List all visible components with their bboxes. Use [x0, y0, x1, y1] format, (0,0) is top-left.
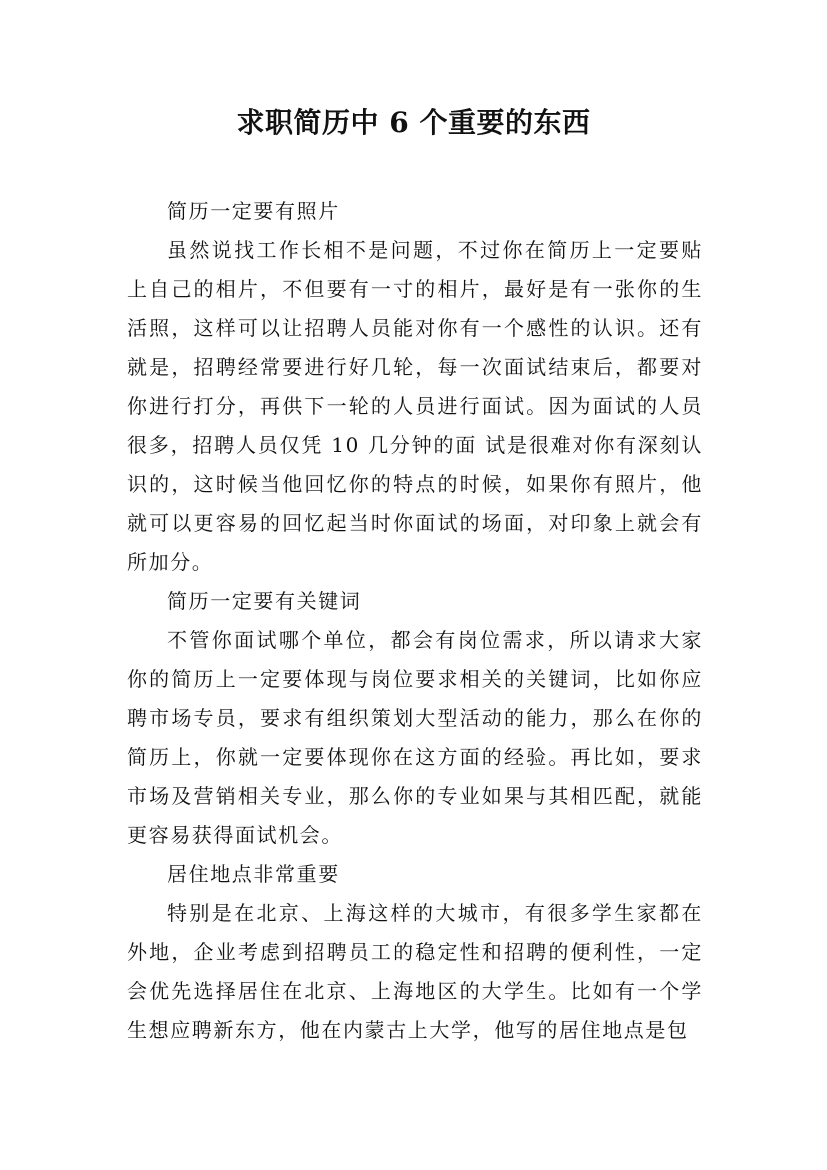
- document-body: [127, 192, 703, 1050]
- document-title: 求职简历中 6 个重要的东西: [236, 106, 591, 139]
- section-paragraph: 虽然说找工作长相不是问题，不过你在简历上一定要贴上自己的相片，不但要有一寸的相片，最好是有一张你的生活照，这样可以让招聘人员能对你有一个感性的认识。还有就是，招聘经常要进行好几轮，每一次面试结束后，都要对你进行打分，再供下一轮的人员进行面试。因为面试的人员很多，招聘人员仅凭 10 几分钟的面 试是很难对你有深刻认识的，这时候当他回忆你的特点的时候，如果你有照片，他就可以更容易的回忆起当时你面试的场面，对印象上就会有所加分。: [127, 238, 703, 574]
- section-keywords: [127, 582, 703, 855]
- section-paragraph: 不管你面试哪个单位，都会有岗位需求，所以请求大家你的简历上一定要体现与岗位要求相关的关键词，比如你应聘市场专员，要求有组织策划大型活动的能力，那么在你的简历上，你就一定要体现你在这方面的经验。再比如，要求市场及营销相关专业，那么你的专业如果与其相匹配，就能更容易获得面试机会。: [127, 628, 703, 847]
- section-heading: 简历一定要有关键词: [167, 589, 362, 613]
- section-heading: 居住地点非常重要: [167, 862, 340, 886]
- section-paragraph: 特别是在北京、上海这样的大城市，有很多学生家都在外地，企业考虑到招聘员工的稳定性和招聘的便利性，一定会优先选择居住在北京、上海地区的大学生。比如有一个学生想应聘新东方，他在内蒙古上大学，他写的居住地点是包: [127, 901, 703, 1042]
- section-residence: [127, 855, 703, 1050]
- section-heading: 简历一定要有照片: [167, 199, 340, 223]
- section-photo: [127, 192, 703, 582]
